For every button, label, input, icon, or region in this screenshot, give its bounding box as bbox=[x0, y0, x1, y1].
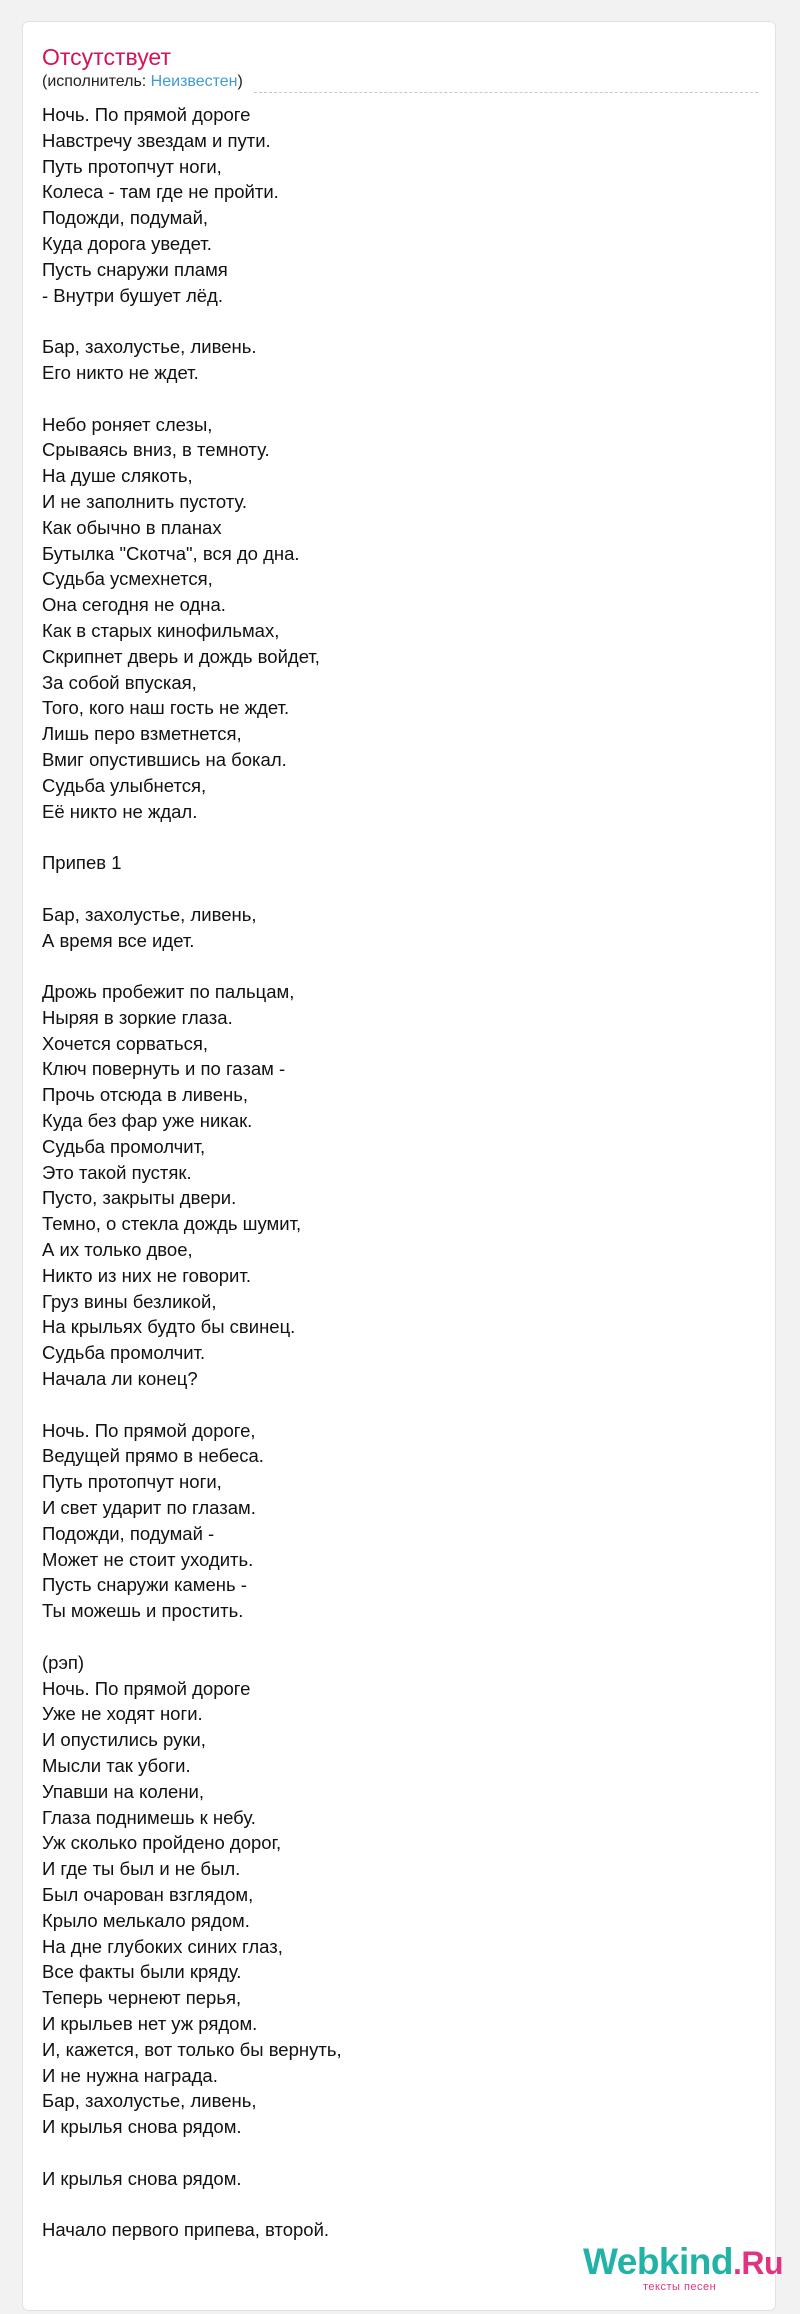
lyric-line: Припев 1 bbox=[42, 852, 122, 874]
lyric-line: Это такой пустяк. bbox=[42, 1161, 192, 1183]
lyric-line: Лишь перо взметнется, bbox=[42, 723, 242, 745]
lyric-line: Прочь отсюда в ливень, bbox=[42, 1084, 248, 1106]
lyric-line: И крылья снова рядом. bbox=[42, 2167, 242, 2189]
lyric-line: На крыльях будто бы свинец. bbox=[42, 1316, 296, 1338]
lyric-line: И, кажется, вот только бы вернуть, bbox=[42, 2038, 342, 2060]
lyric-line: Навстречу звездам и пути. bbox=[42, 129, 271, 151]
lyric-line: Бар, захолустье, ливень, bbox=[42, 903, 257, 925]
lyric-line: Как в старых кинофильмах, bbox=[42, 619, 280, 641]
lyric-line: Может не стоит уходить. bbox=[42, 1548, 254, 1570]
lyric-line: Ты можешь и простить. bbox=[42, 1600, 244, 1622]
lyric-line: Глаза поднимешь к небу. bbox=[42, 1806, 256, 1828]
lyric-line: (рэп) bbox=[42, 1651, 85, 1673]
lyric-line: Путь протопчут ноги, bbox=[42, 1471, 222, 1493]
lyric-line: Судьба промолчит. bbox=[42, 1342, 206, 1364]
lyric-line: Ныряя в зоркие глаза. bbox=[42, 1006, 233, 1028]
lyric-line: Пусть снаружи камень - bbox=[42, 1574, 247, 1596]
lyric-line: И где ты был и не был. bbox=[42, 1858, 241, 1880]
lyric-line: Начало первого припева, второй. bbox=[42, 2219, 330, 2241]
lyric-line: Темно, о стекла дождь шумит, bbox=[42, 1213, 302, 1235]
lyric-line: И крылья снова рядом. bbox=[42, 2116, 242, 2138]
lyric-line: Куда без фар уже никак. bbox=[42, 1110, 253, 1132]
lyric-line: Уж сколько пройдено дорог, bbox=[42, 1832, 282, 1854]
lyric-line bbox=[42, 1624, 742, 1650]
lyric-line: Ведущей прямо в небеса. bbox=[42, 1445, 264, 1467]
lyric-line: Бар, захолустье, ливень. bbox=[42, 336, 257, 358]
lyric-line bbox=[42, 1392, 742, 1418]
lyric-line bbox=[42, 2192, 742, 2218]
artist-suffix: ) bbox=[237, 73, 243, 90]
lyric-line: Судьба улыбнется, bbox=[42, 774, 207, 796]
lyric-line: Пусть снаружи пламя bbox=[42, 258, 228, 280]
lyric-line: И опустились руки, bbox=[42, 1729, 206, 1751]
lyric-line: Срываясь вниз, в темноту. bbox=[42, 439, 270, 461]
lyric-line: Ключ повернуть и по газам - bbox=[42, 1058, 286, 1080]
logo-wordmark bbox=[583, 2240, 783, 2285]
lyric-line: Ночь. По прямой дороге bbox=[42, 1677, 251, 1699]
lyric-line: Она сегодня не одна. bbox=[42, 594, 226, 616]
lyric-line: Судьба усмехнется, bbox=[42, 568, 213, 590]
lyric-line bbox=[42, 953, 742, 979]
lyric-line: Путь протопчут ноги, bbox=[42, 155, 222, 177]
webkind-logo[interactable] bbox=[583, 2240, 783, 2300]
lyric-line: Куда дорога уведет. bbox=[42, 232, 212, 254]
lyric-line bbox=[42, 824, 742, 850]
lyric-line: Хочется сорваться, bbox=[42, 1032, 209, 1054]
lyric-line: Небо роняет слезы, bbox=[42, 413, 213, 435]
logo-name: Webkind bbox=[583, 2241, 733, 2282]
lyric-line: Уже не ходят ноги. bbox=[42, 1703, 203, 1725]
lyric-line: Мысли так убоги. bbox=[42, 1755, 191, 1776]
artist-prefix: (исполнитель: bbox=[42, 73, 151, 90]
lyric-line: Ночь. По прямой дороге, bbox=[42, 1419, 256, 1441]
lyric-line: Пусто, закрыты двери. bbox=[42, 1187, 237, 1209]
artist-link[interactable]: Неизвестен bbox=[150, 73, 238, 90]
lyric-line bbox=[42, 876, 742, 902]
lyric-line: Колеса - там где не пройти. bbox=[42, 181, 279, 203]
song-title: Отсутствует bbox=[42, 44, 171, 70]
lyric-line: Дрожь пробежит по пальцам, bbox=[42, 981, 295, 1003]
lyric-line: Все факты были кряду. bbox=[42, 1961, 242, 1983]
logo-tld: .Ru bbox=[733, 2245, 784, 2281]
lyric-line: Судьба промолчит, bbox=[42, 1135, 206, 1157]
lyric-line: Как обычно в планах bbox=[42, 516, 222, 538]
lyrics-text bbox=[42, 102, 742, 2243]
lyric-line: Его никто не ждет. bbox=[42, 361, 199, 383]
lyric-line: За собой впуская, bbox=[42, 671, 197, 693]
lyric-line: Упавши на колени, bbox=[42, 1780, 204, 1802]
lyric-line: Теперь чернеют перья, bbox=[42, 1987, 242, 2009]
lyric-line: И крыльев нет уж рядом. bbox=[42, 2012, 258, 2034]
lyric-line: Её никто не ждал. bbox=[42, 800, 198, 822]
lyric-line: И не заполнить пустоту. bbox=[42, 490, 248, 512]
lyric-line bbox=[42, 308, 742, 334]
lyric-line: Начала ли конец? bbox=[42, 1368, 198, 1390]
lyric-line: И свет ударит по глазам. bbox=[42, 1497, 256, 1519]
logo-tagline: тексты песен bbox=[643, 2281, 717, 2293]
lyric-line: А время все идет. bbox=[42, 929, 195, 951]
lyric-line bbox=[42, 386, 742, 412]
lyric-line bbox=[42, 2140, 742, 2166]
artist-line bbox=[42, 71, 243, 93]
lyric-line: Крыло мелькало рядом. bbox=[42, 1909, 250, 1931]
lyric-line: Подожди, подумай, bbox=[42, 207, 209, 229]
lyric-line: Никто из них не говорит. bbox=[42, 1264, 251, 1286]
lyric-line: Подожди, подумай - bbox=[42, 1522, 215, 1544]
lyric-line: Был очарован взглядом, bbox=[42, 1883, 254, 1905]
lyric-line: Ночь. По прямой дороге bbox=[42, 104, 251, 125]
lyric-line: - Внутри бушует лёд. bbox=[42, 284, 223, 306]
lyric-line: И не нужна награда. bbox=[42, 2064, 218, 2086]
lyric-line: На душе слякоть, bbox=[42, 465, 193, 487]
lyric-line: Бутылка "Скотча", вся до дна. bbox=[42, 542, 300, 564]
lyric-line: Скрипнет дверь и дождь войдет, bbox=[42, 645, 320, 667]
lyric-line: На дне глубоких синих глаз, bbox=[42, 1935, 283, 1957]
lyric-line: Вмиг опустившись на бокал. bbox=[42, 748, 287, 770]
header-divider bbox=[254, 92, 758, 93]
lyric-line: Груз вины безликой, bbox=[42, 1290, 217, 1312]
lyric-line: Бар, захолустье, ливень, bbox=[42, 2090, 257, 2112]
lyric-line: Того, кого наш гость не ждет. bbox=[42, 697, 290, 719]
lyric-line: А их только двое, bbox=[42, 1239, 193, 1261]
